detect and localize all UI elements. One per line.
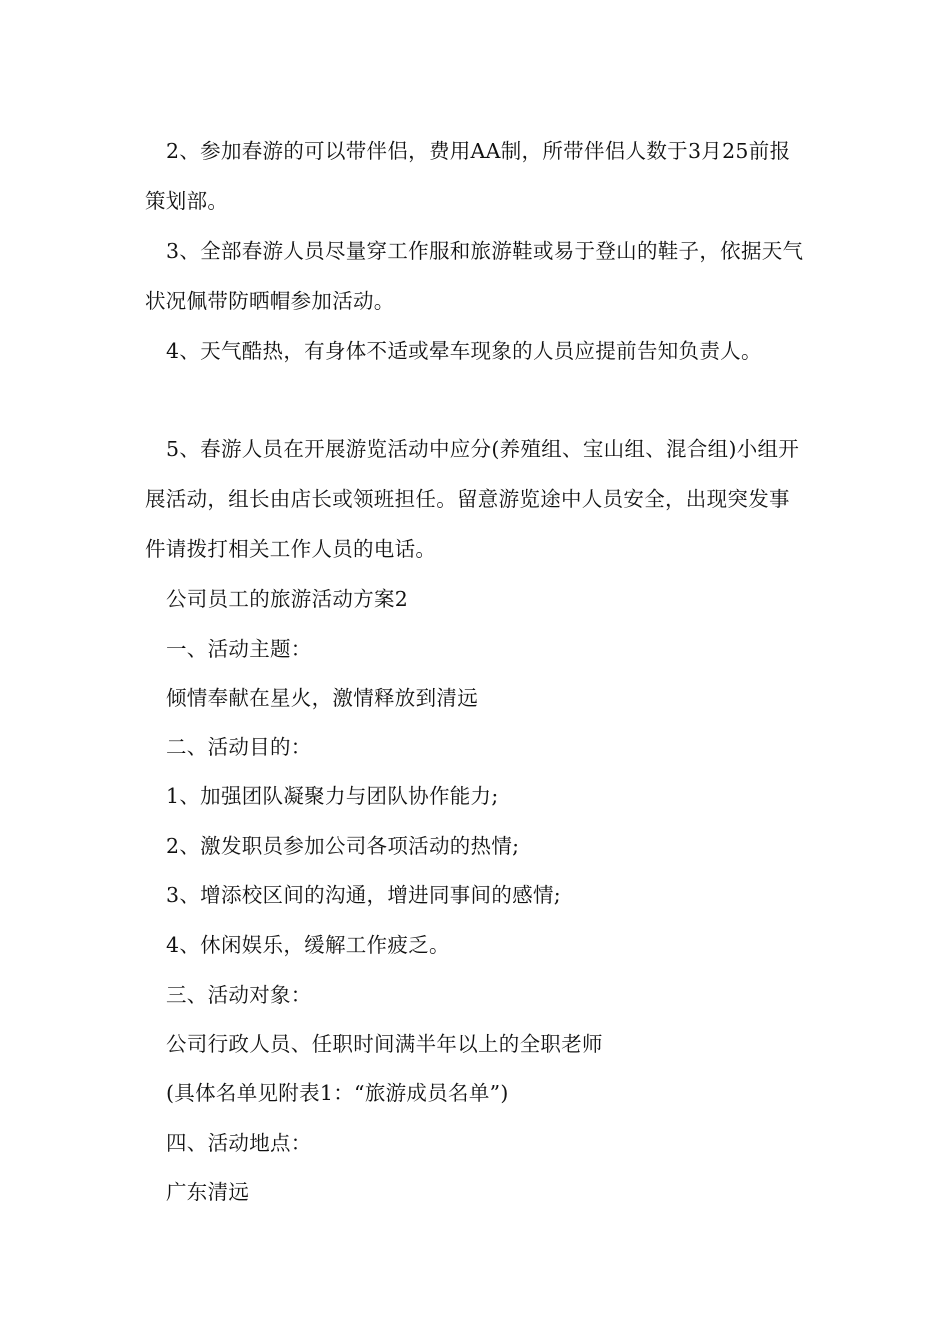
purpose-item-4: 4、休闲娱乐，缓解工作疲乏。 xyxy=(166,933,450,957)
heading-audience: 三、活动对象： xyxy=(166,983,312,1007)
heading-location: 四、活动地点： xyxy=(166,1131,312,1155)
purpose-item-2: 2、激发职员参加公司各项活动的热情; xyxy=(166,834,520,858)
paragraph-item-3: 3、全部春游人员尽量穿工作服和旅游鞋或易于登山的鞋子，依据天气状况佩带防晒帽参加活动。 xyxy=(145,239,804,313)
purpose-item-3: 3、增添校区间的沟通，增进同事间的感情; xyxy=(166,883,561,907)
purpose-item-1: 1、加强团队凝聚力与团队协作能力; xyxy=(166,784,499,808)
paragraph-item-4: 4、天气酷热，有身体不适或晕车现象的人员应提前告知负责人。 xyxy=(166,339,762,363)
paragraph-item-2: 2、参加春游的可以带伴侣，费用AA制，所带伴侣人数于3月25前报策划部。 xyxy=(145,139,791,213)
heading-theme: 一、活动主题： xyxy=(166,637,312,661)
heading-purpose: 二、活动目的： xyxy=(166,735,312,759)
theme-text: 倾情奉献在星火，激情释放到清远 xyxy=(166,686,478,710)
paragraph-item-5: 5、春游人员在开展游览活动中应分(养殖组、宝山组、混合组)小组开展活动，组长由店长或领班担任。留意游览途中人员安全，出现突发事件请拨打相关工作人员的电话。 xyxy=(145,437,800,561)
section-title: 公司员工的旅游活动方案2 xyxy=(166,587,409,611)
location-text: 广东清远 xyxy=(166,1180,250,1204)
audience-note: (具体名单见附表1：“旅游成员名单”) xyxy=(166,1081,509,1105)
audience-text: 公司行政人员、任职时间满半年以上的全职老师 xyxy=(166,1032,603,1056)
